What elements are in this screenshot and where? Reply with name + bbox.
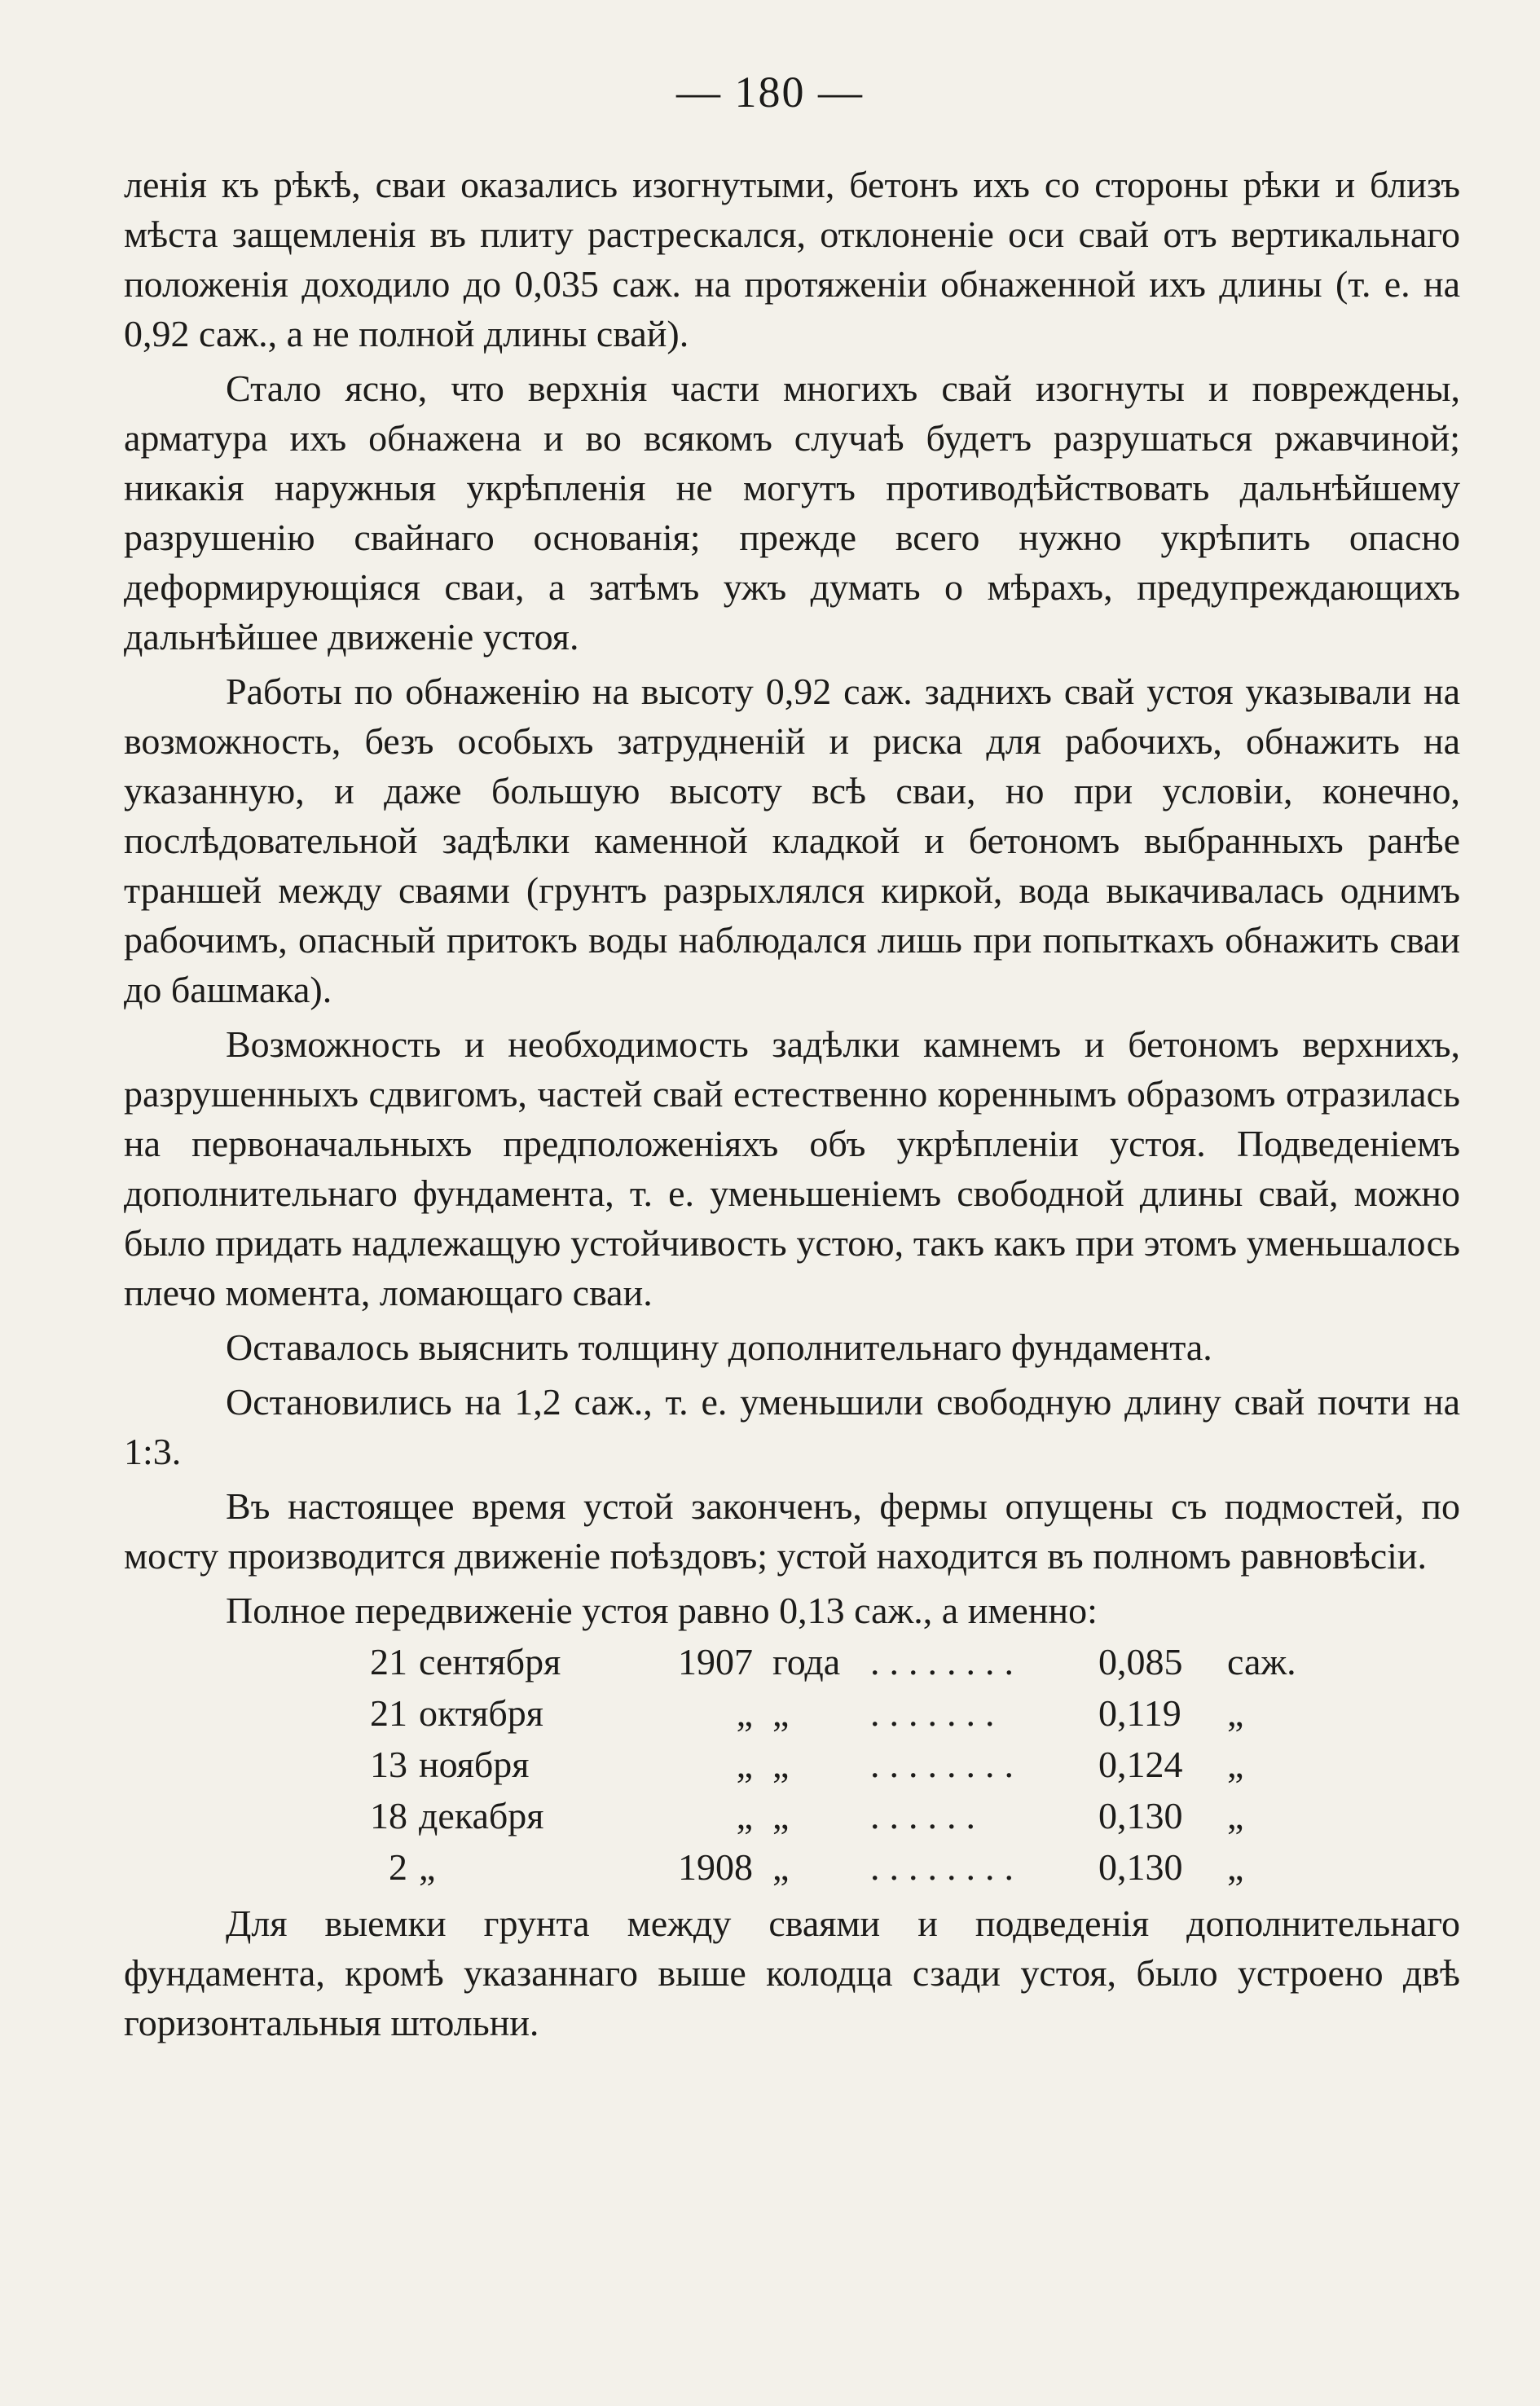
row-unit: „ [1227, 1795, 1244, 1836]
row-word: „ [772, 1744, 790, 1785]
row-unit: саж. [1227, 1641, 1296, 1682]
page-number: — 180 — [676, 68, 864, 117]
row-unit: „ [1227, 1846, 1244, 1888]
row-unit: „ [1227, 1744, 1244, 1785]
row-day: 21 [370, 1692, 407, 1734]
row-unit: „ [1227, 1692, 1244, 1734]
row-word: „ [772, 1846, 790, 1888]
row-day: 18 [370, 1795, 407, 1836]
body-text [124, 160, 1460, 2048]
row-month: „ [419, 1846, 436, 1888]
row-value: 0,130 [1098, 1795, 1183, 1836]
paragraph-2: Стало ясно, что верхнія части многихъ свай изогнуты и повреждены, арматура ихъ обнажена и во всякомъ случаѣ будетъ разрушаться ржавчиной; никакія наружныя укрѣпленія не могутъ противодѣйствовать дальнѣйшему разрушенію свайнаго основанія; прежде всего нужно укрѣпить опасно деформирующіяся сваи, а затѣмъ ужъ думать о мѣрахъ, предупреждающихъ дальнѣйшее движеніе устоя. [124, 367, 1460, 658]
row-month: октября [419, 1692, 543, 1734]
paragraph-5: Оставалось выяснить толщину дополнительнаго фундамента. [226, 1326, 1212, 1368]
table-row [342, 1637, 1460, 1688]
row-value: 0,085 [1098, 1641, 1183, 1682]
row-value: 0,119 [1098, 1692, 1181, 1734]
row-word: „ [772, 1692, 790, 1734]
row-leader-dots: ........ [870, 1641, 1023, 1682]
row-month: декабря [419, 1795, 544, 1836]
row-year: 1907 [678, 1641, 753, 1682]
row-day: 2 [389, 1846, 407, 1888]
row-value: 0,124 [1098, 1744, 1183, 1785]
paragraph-1: ленія къ рѣкѣ, сваи оказались изогнутыми, бетонъ ихъ со стороны рѣки и близъ мѣста защемленія въ плиту растрескался, отклоненіе оси свай отъ вертикальнаго положенія доходило до 0,035 саж. на протяженіи обнаженной ихъ длины (т. е. на 0,92 саж., а не полной длины свай). [124, 164, 1460, 354]
row-year: „ [736, 1692, 753, 1734]
table-row [342, 1740, 1460, 1791]
paragraph-8: Полное передвиженіе устоя равно 0,13 саж., а именно: [226, 1590, 1098, 1631]
row-year: „ [736, 1744, 753, 1785]
movement-table [124, 1637, 1460, 1894]
paragraph-3: Работы по обнаженію на высоту 0,92 саж. заднихъ свай устоя указывали на возможность, безъ особыхъ затрудненій и риска для рабочихъ, обнажить на указанную, и даже большую высоту всѣ сваи, но при условіи, конечно, послѣдовательной задѣлки каменной кладкой и бетономъ выбранныхъ ранѣе траншей между сваями (грунтъ разрыхлялся киркой, вода выкачивалась однимъ рабочимъ, опасный притокъ воды наблюдался лишь при попыткахъ обнажить сваи до башмака). [124, 671, 1460, 1010]
row-leader-dots: ........ [870, 1846, 1023, 1888]
row-value: 0,130 [1098, 1846, 1183, 1888]
paragraph-9: Для выемки грунта между сваями и подведенія дополнительнаго фундамента, кромѣ указаннаго выше колодца сзади устоя, было устроено двѣ горизонтальныя штольни. [124, 1902, 1460, 2043]
row-leader-dots: ...... [870, 1795, 985, 1836]
row-month: ноября [419, 1744, 530, 1785]
row-word: „ [772, 1795, 790, 1836]
paragraph-6: Остановились на 1,2 саж., т. е. уменьшили свободную длину свай почти на 1:3. [124, 1381, 1460, 1472]
row-month: сентября [419, 1641, 561, 1682]
row-leader-dots: ....... [870, 1692, 1005, 1734]
paragraph-4: Возможность и необходимость задѣлки камнемъ и бетономъ верхнихъ, разрушенныхъ сдвигомъ, частей свай естественно кореннымъ образомъ отразилась на первоначальныхъ предположеніяхъ объ укрѣпленіи устоя. Подведеніемъ дополнительнаго фундамента, т. е. уменьшеніемъ свободной длины свай, можно было придать надлежащую устойчивость устою, такъ какъ при этомъ уменьшалось плечо момента, ломающаго сваи. [124, 1023, 1460, 1313]
row-word: года [772, 1641, 841, 1682]
row-year: „ [736, 1795, 753, 1836]
table-row [342, 1688, 1460, 1740]
row-year: 1908 [678, 1846, 753, 1888]
row-day: 13 [370, 1744, 407, 1785]
row-day: 21 [370, 1641, 407, 1682]
paragraph-7: Въ настоящее время устой законченъ, фермы опущены съ подмостей, по мосту производится движеніе поѣздовъ; устой находится въ полномъ равновѣсіи. [124, 1485, 1460, 1577]
row-leader-dots: ........ [870, 1744, 1023, 1785]
table-row [342, 1842, 1460, 1894]
table-row [342, 1791, 1460, 1842]
